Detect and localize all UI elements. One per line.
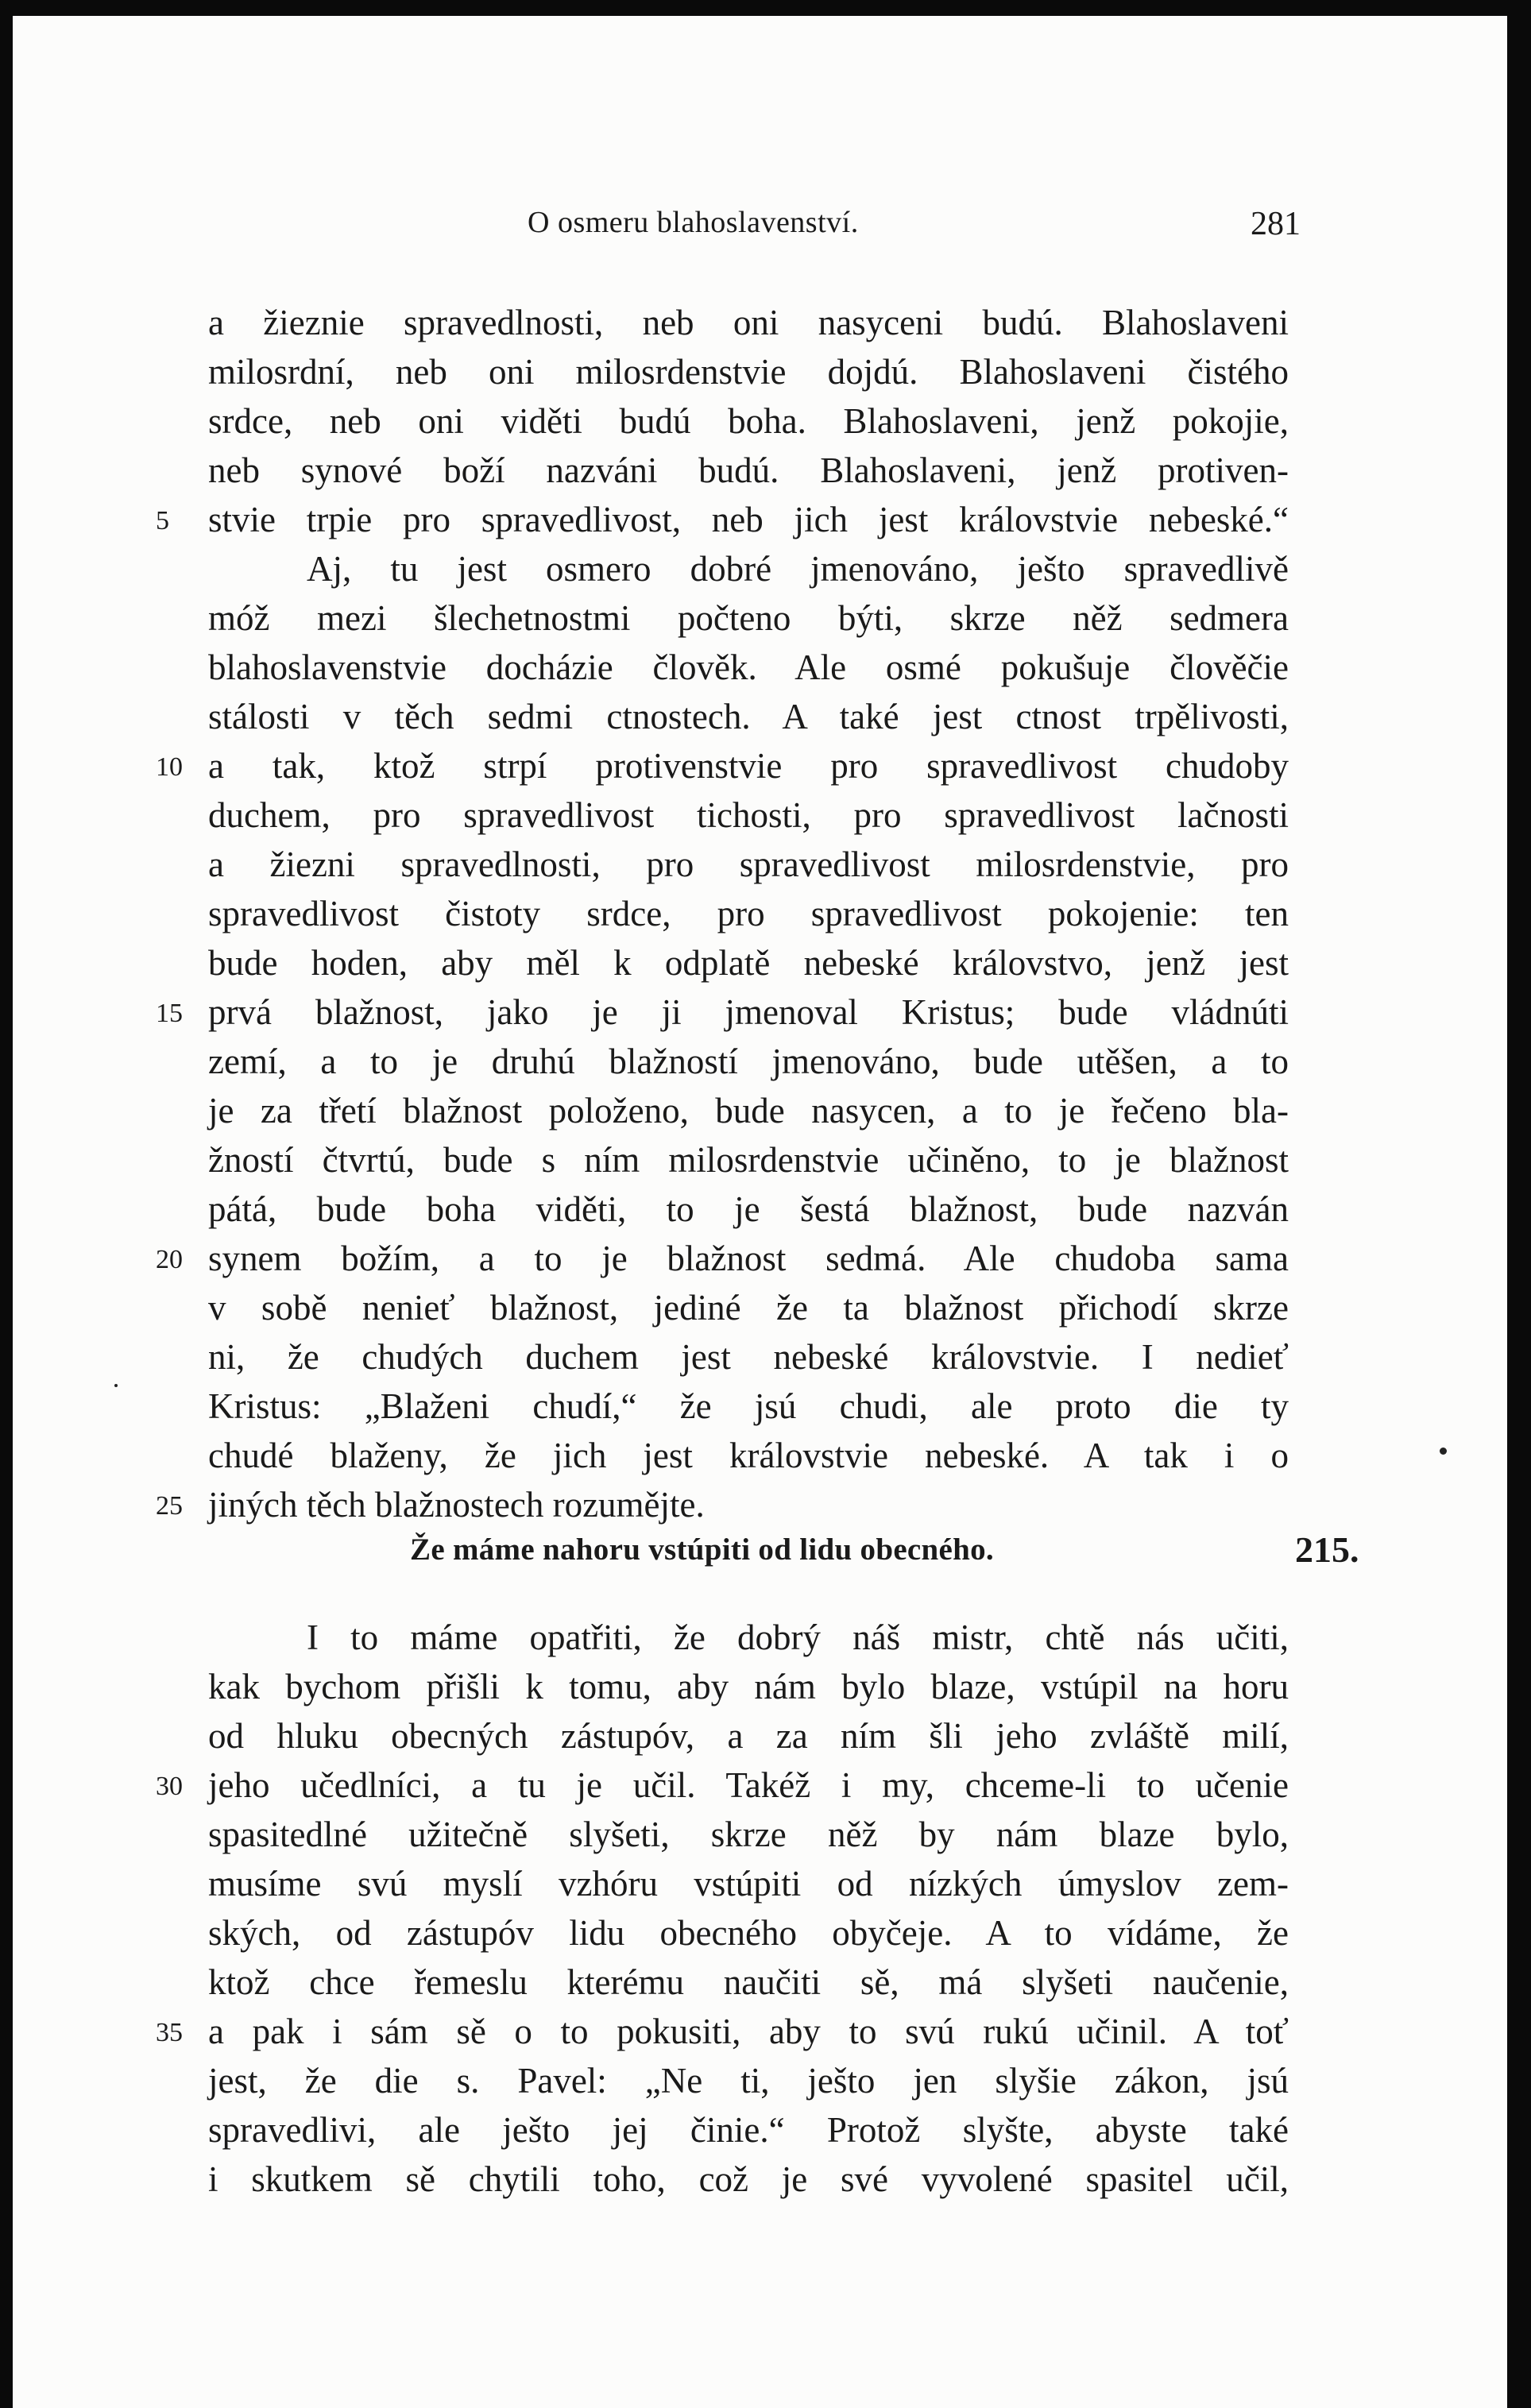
print-speck xyxy=(1440,1448,1447,1455)
paragraph-first-line: Aj, tu jest osmero dobré jmenováno, ješto spravedlivě xyxy=(307,549,1289,589)
text-line: stálosti v těch sedmi ctnostech. A také jest ctnost trpělivosti, xyxy=(208,697,1289,736)
section-heading: Že máme nahoru vstúpiti od lidu obecného. xyxy=(410,1533,994,1567)
text-line: zemí, a to je druhú blažností jmenováno, bude utěšen, a to xyxy=(208,1042,1289,1081)
paragraph-first-line: I to máme opatřiti, že dobrý náš mistr, chtě nás učiti, xyxy=(307,1618,1289,1657)
text-line: bude hoden, aby měl k odplatě nebeské královstvo, jenž jest xyxy=(208,943,1289,983)
text-line: chudé blaženy, že jich jest královstvie nebeské. A tak i o xyxy=(208,1436,1289,1475)
text-line: a žiezni spravedlnosti, pro spravedlivost milosrdenstvie, pro xyxy=(208,845,1289,884)
text-line: kak bychom přišli k tomu, aby nám bylo blaze, vstúpil na horu xyxy=(208,1667,1289,1706)
section-number: 215. xyxy=(1295,1529,1359,1570)
text-line: duchem, pro spravedlivost tichosti, pro spravedlivost lačnosti xyxy=(208,795,1289,835)
text-line: a tak, ktož strpí protivenstvie pro spravedlivost chudoby xyxy=(208,746,1289,786)
text-line: pátá, bude boha viděti, to je šestá blažnost, bude nazván xyxy=(208,1189,1289,1229)
text-line: milosrdní, neb oni milosrdenstvie dojdú. Blahoslaveni čistého xyxy=(208,352,1289,392)
text-line: srdce, neb oni viděti budú boha. Blahoslaveni, jenž pokojie, xyxy=(208,401,1289,441)
paragraph-last-line: jiných těch blažnostech rozumějte. xyxy=(208,1485,705,1525)
line-number: 25 xyxy=(156,1491,183,1521)
text-line: spravedlivi, ale ješto jej činie.“ Protož slyšte, abyste také xyxy=(208,2110,1289,2150)
text-line: ni, že chudých duchem jest nebeské královstvie. I nedieť xyxy=(208,1337,1289,1377)
text-line: ských, od zástupóv lidu obecného obyčeje. A to vídáme, že xyxy=(208,1913,1289,1953)
book-page xyxy=(13,16,1507,2408)
text-line: a pak i sám sě o to pokusiti, aby to svú rukú učinil. A toť xyxy=(208,2012,1289,2051)
text-line: neb synové boží nazváni budú. Blahoslaveni, jenž protiven- xyxy=(208,450,1289,490)
scan-edge-top xyxy=(0,0,1531,16)
page-header xyxy=(13,205,1507,253)
line-number: 20 xyxy=(156,1245,183,1274)
line-number: 15 xyxy=(156,999,183,1028)
line-number: 30 xyxy=(156,1772,183,1801)
text-line: žností čtvrtú, bude s ním milosrdenstvie učiněno, to je blažnost xyxy=(208,1140,1289,1180)
text-line: synem božím, a to je blažnost sedmá. Ale chudoba sama xyxy=(208,1239,1289,1278)
text-line: a žieznie spravedlnosti, neb oni nasyceni budú. Blahoslaveni xyxy=(208,303,1289,342)
text-line: móž mezi šlechetnostmi počteno býti, skrze něž sedmera xyxy=(208,598,1289,638)
scan-edge-right xyxy=(1507,0,1531,2408)
page-number: 281 xyxy=(1251,206,1301,242)
line-number: 5 xyxy=(156,506,169,535)
print-speck xyxy=(114,1384,118,1387)
text-line: i skutkem sě chytili toho, což je své vyvolené spasitel učil, xyxy=(208,2159,1289,2199)
text-line: Kristus: „Blaženi chudí,“ že jsú chudi, ale proto die ty xyxy=(208,1386,1289,1426)
scan-edge-left xyxy=(0,0,13,2408)
text-line: jest, že die s. Pavel: „Ne ti, ješto jen slyšie zákon, jsú xyxy=(208,2061,1289,2101)
line-number: 10 xyxy=(156,752,183,782)
text-line: spravedlivost čistoty srdce, pro spravedlivost pokojenie: ten xyxy=(208,894,1289,933)
running-title: O osmeru blahoslavenství. xyxy=(528,206,859,239)
text-line: v sobě nenieť blažnost, jediné že ta blažnost přichodí skrze xyxy=(208,1288,1289,1328)
text-line: ktož chce řemeslu kterému naučiti sě, má slyšeti naučenie, xyxy=(208,1962,1289,2002)
text-line: stvie trpie pro spravedlivost, neb jich jest královstvie nebeské.“ xyxy=(208,500,1289,539)
text-line: prvá blažnost, jako je ji jmenoval Kristus; bude vládnúti xyxy=(208,992,1289,1032)
text-line: od hluku obecných zástupóv, a za ním šli jeho zvláště milí, xyxy=(208,1716,1289,1756)
text-line: spasitedlné užitečně slyšeti, skrze něž by nám blaze bylo, xyxy=(208,1815,1289,1854)
line-number: 35 xyxy=(156,2018,183,2047)
text-line: jeho učedlníci, a tu je učil. Takéž i my, chceme-li to učenie xyxy=(208,1765,1289,1805)
text-line: je za třetí blažnost položeno, bude nasycen, a to je řečeno bla- xyxy=(208,1091,1289,1131)
text-line: blahoslavenstvie docházie člověk. Ale osmé pokušuje člověčie xyxy=(208,647,1289,687)
text-line: musíme svú myslí vzhóru vstúpiti od nízkých úmyslov zem- xyxy=(208,1864,1289,1904)
